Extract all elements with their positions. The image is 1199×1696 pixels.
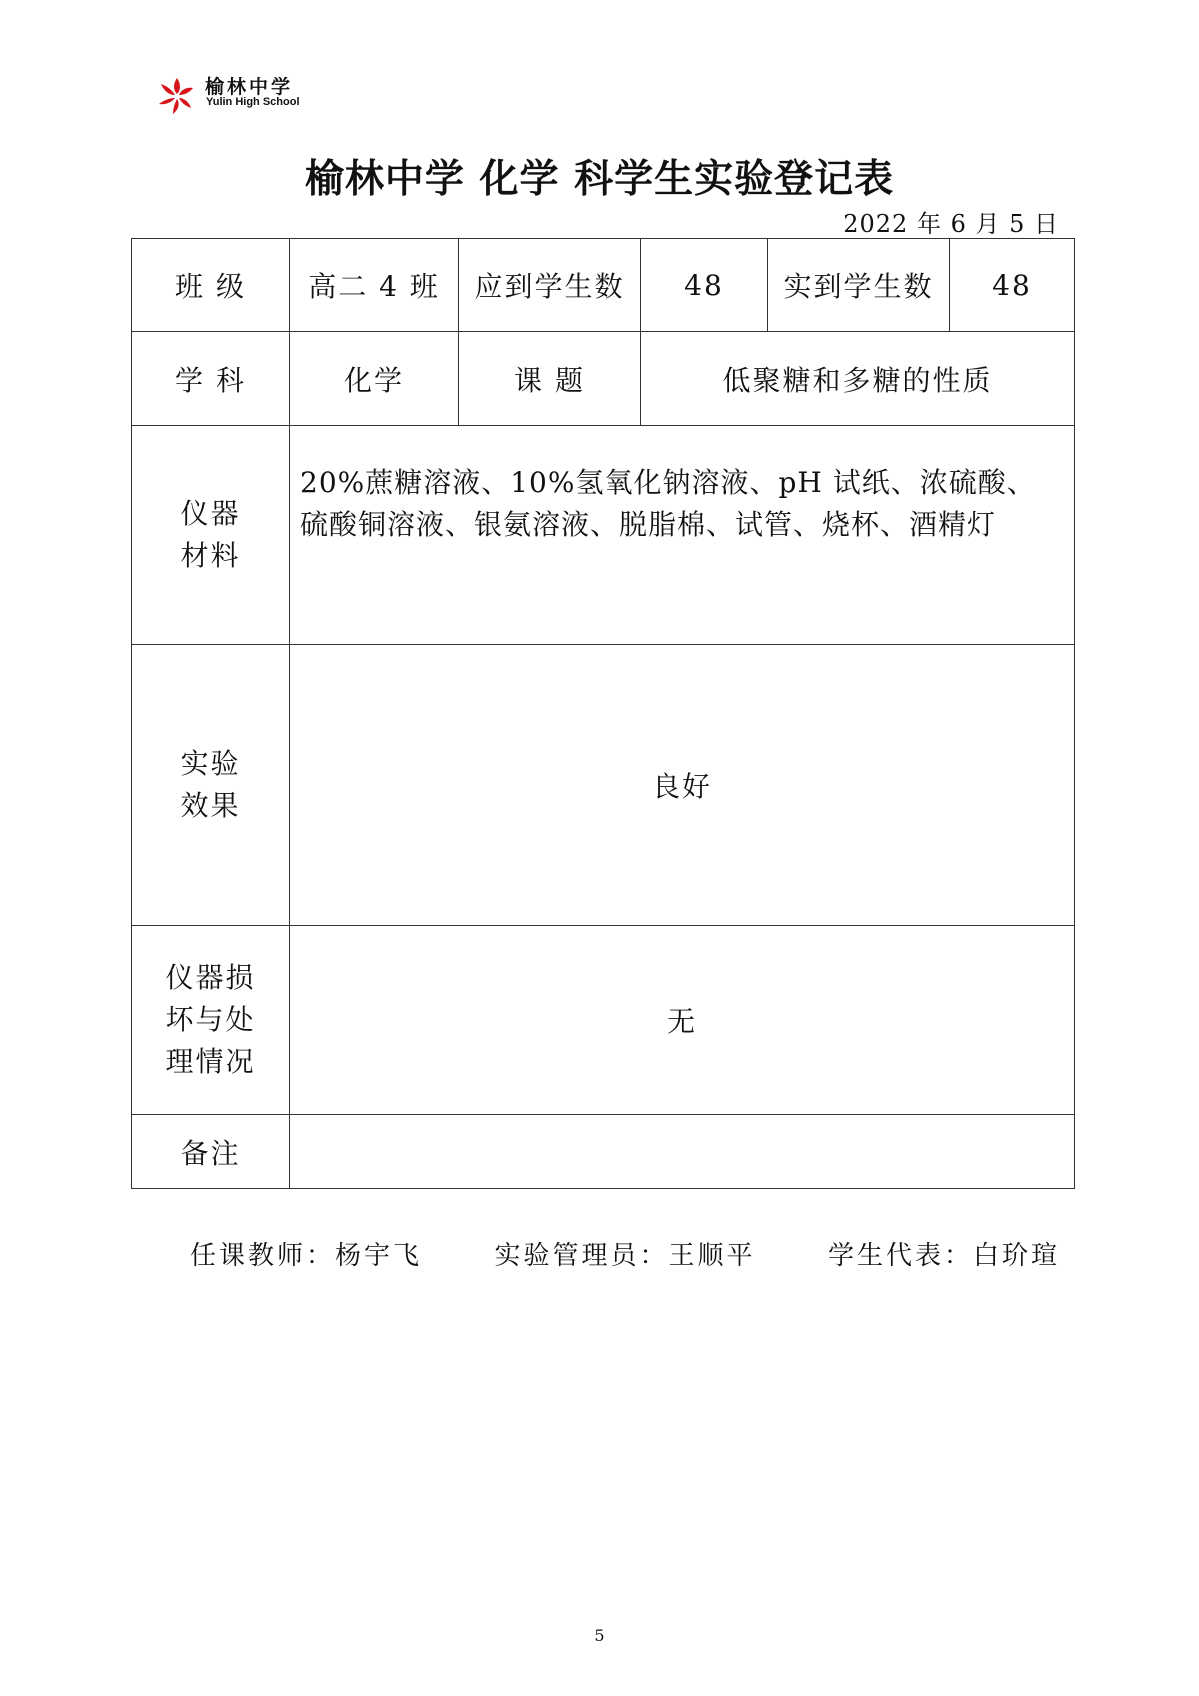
table-row	[132, 239, 1075, 332]
expected-students-label: 应到学生数	[459, 239, 641, 332]
effect-value: 良好	[290, 645, 1075, 926]
table-row	[132, 926, 1075, 1115]
remarks-value	[290, 1115, 1075, 1189]
signature-line	[190, 1235, 1060, 1272]
record-date: 2022 年 6 月 5 日	[843, 210, 1059, 238]
table-row	[132, 426, 1075, 645]
admin-signature: 实验管理员：王顺平	[494, 1241, 756, 1271]
effect-label-line: 实验	[180, 747, 241, 780]
class-label: 班 级	[132, 239, 290, 332]
materials-value: 20%蔗糖溶液、10%氢氧化钠溶液、pH 试纸、浓硫酸、硫酸铜溶液、银氨溶液、脱脂棉、试管、烧杯、酒精灯	[290, 426, 1075, 645]
effect-label-line: 效果	[180, 789, 241, 822]
logo-text-cn: 榆林中学	[205, 76, 294, 98]
materials-label-line: 材料	[180, 539, 241, 572]
damage-label-line: 坏与处	[165, 1003, 256, 1036]
effect-label	[132, 645, 290, 926]
logo-flower-icon	[155, 74, 199, 118]
damage-value: 无	[290, 926, 1075, 1115]
teacher-signature: 任课教师：杨宇飞	[190, 1241, 423, 1271]
materials-label-line: 仪器	[180, 497, 241, 530]
school-logo	[155, 72, 325, 118]
topic-value: 低聚糖和多糖的性质	[641, 332, 1075, 426]
class-value: 高二 4 班	[290, 239, 459, 332]
subject-value: 化学	[290, 332, 459, 426]
subject-label: 学 科	[132, 332, 290, 426]
remarks-label: 备注	[132, 1115, 290, 1189]
damage-label-line: 理情况	[165, 1045, 256, 1078]
table-row	[132, 645, 1075, 926]
topic-label: 课 题	[459, 332, 641, 426]
damage-label-line: 仪器损	[165, 961, 256, 994]
registration-table	[131, 238, 1075, 1189]
materials-label	[132, 426, 290, 645]
actual-students-label: 实到学生数	[768, 239, 950, 332]
student-rep-signature: 学生代表：白玠瑄	[827, 1241, 1060, 1271]
table-row	[132, 332, 1075, 426]
table-row	[132, 1115, 1075, 1189]
actual-students-value: 48	[950, 239, 1075, 332]
expected-students-value: 48	[641, 239, 768, 332]
logo-text-en: Yulin High School	[206, 96, 300, 108]
page-title: 榆林中学 化学 科学生实验登记表	[304, 157, 895, 202]
page-number: 5	[594, 1626, 605, 1645]
damage-label	[132, 926, 290, 1115]
